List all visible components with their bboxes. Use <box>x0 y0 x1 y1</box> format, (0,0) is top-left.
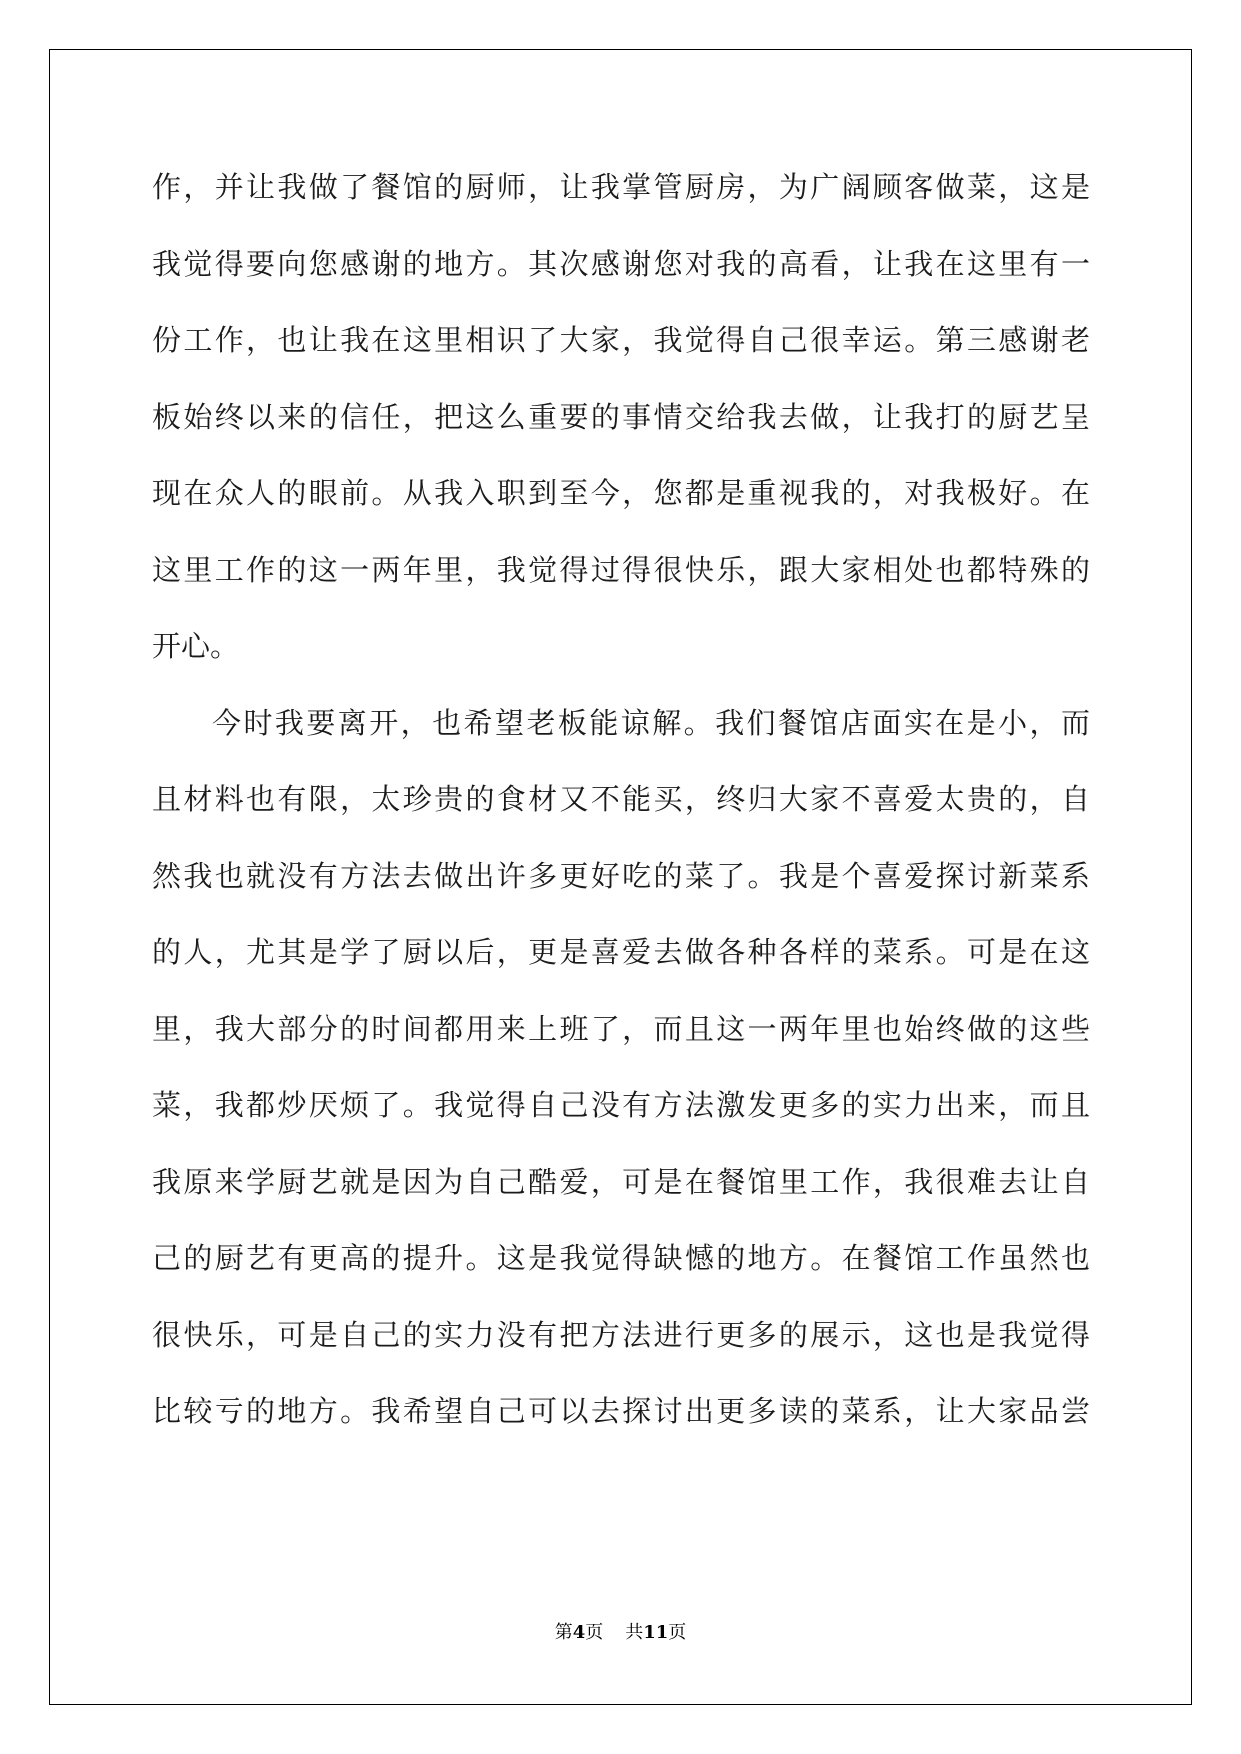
text-line: 里，我大部分的时间都用来上班了，而且这一两年里也始终做的这些 <box>152 1011 1090 1046</box>
text-line: 作，并让我做了餐馆的厨师，让我掌管厨房，为广阔顾客做菜，这是 <box>152 170 1090 204</box>
text-line: 今时我要离开，也希望老板能谅解。我们餐馆店面实在是小，而 <box>212 705 1090 740</box>
text-line: 很快乐，可是自己的实力没有把方法进行更多的展示，这也是我觉得 <box>152 1317 1090 1352</box>
text-line: 且材料也有限，太珍贵的食材又不能买，终归大家不喜爱太贵的，自 <box>152 782 1090 816</box>
text-line: 菜，我都炒厌烦了。我觉得自己没有方法激发更多的实力出来，而且 <box>152 1088 1090 1122</box>
text-line: 己的厨艺有更高的提升。这是我觉得缺憾的地方。在餐馆工作虽然也 <box>152 1241 1090 1275</box>
page-number: 4 <box>572 1622 586 1643</box>
paragraph-1 <box>152 160 1090 696</box>
page-prefix: 第 <box>554 1622 573 1643</box>
text-line: 份工作，也让我在这里相识了大家，我觉得自己很幸运。第三感谢老 <box>152 323 1090 357</box>
text-line: 开心。 <box>152 629 240 663</box>
page-footer <box>0 1618 1241 1644</box>
total-prefix: 共 <box>625 1622 644 1643</box>
page-suffix: 页 <box>585 1622 604 1643</box>
text-line: 比较亏的地方。我希望自己可以去探讨出更多读的菜系，让大家品尝 <box>152 1394 1090 1428</box>
document-body <box>152 160 1090 1461</box>
text-line: 板始终以来的信任，把这么重要的事情交给我去做，让我打的厨艺呈 <box>152 399 1090 434</box>
text-line: 现在众人的眼前。从我入职到至今，您都是重视我的，对我极好。在 <box>152 476 1090 510</box>
text-line: 的人，尤其是学了厨以后，更是喜爱去做各种各样的菜系。可是在这 <box>152 935 1090 969</box>
text-line: 我觉得要向您感谢的地方。其次感谢您对我的高看，让我在这里有一 <box>152 246 1090 281</box>
paragraph-2 <box>152 696 1090 1461</box>
text-line: 我原来学厨艺就是因为自己酷爱，可是在餐馆里工作，我很难去让自 <box>152 1164 1090 1199</box>
total-pages: 11 <box>643 1622 669 1643</box>
total-suffix: 页 <box>668 1622 687 1643</box>
text-line: 这里工作的这一两年里，我觉得过得很快乐，跟大家相处也都特殊的 <box>152 552 1090 587</box>
text-line: 然我也就没有方法去做出许多更好吃的菜了。我是个喜爱探讨新菜系 <box>152 858 1090 893</box>
